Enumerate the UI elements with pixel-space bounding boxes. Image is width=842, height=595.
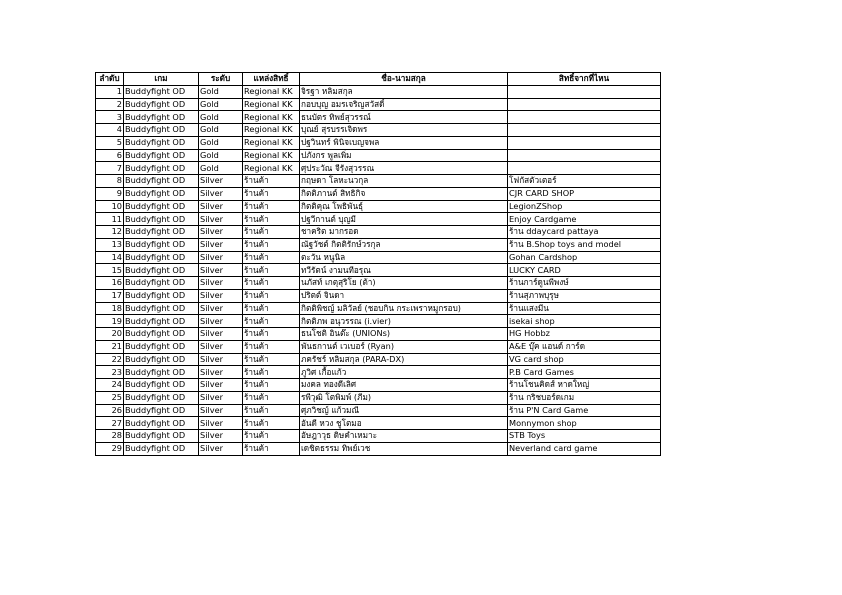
cell-game: Buddyfight OD	[124, 238, 199, 251]
cell-full-name: นภัสท์ เกตุสุริโย (ต้า)	[300, 277, 508, 290]
cell-game: Buddyfight OD	[124, 98, 199, 111]
table-row	[96, 98, 661, 111]
cell-tier: Silver	[199, 417, 243, 430]
table-row	[96, 226, 661, 239]
header-game: เกม	[124, 73, 199, 86]
table-row	[96, 404, 661, 417]
cell-full-name: กิตติพิชญ์ มลิวัลย์ (ชอบกิน กระเพราหมูกรอบ)	[300, 302, 508, 315]
header-tier: ระดับ	[199, 73, 243, 86]
cell-number: 28	[96, 430, 124, 443]
cell-number: 26	[96, 404, 124, 417]
cell-source: ร้านค้า	[243, 417, 300, 430]
cell-qualified-from: ร้าน ddaycard pattaya	[508, 226, 661, 239]
cell-qualified-from: P.B Card Games	[508, 366, 661, 379]
cell-game: Buddyfight OD	[124, 391, 199, 404]
cell-qualified-from: STB Toys	[508, 430, 661, 443]
cell-game: Buddyfight OD	[124, 328, 199, 341]
cell-qualified-from: A&E บุ๊ค แอนด์ การ์ด	[508, 340, 661, 353]
cell-qualified-from: ร้าน P'N Card Game	[508, 404, 661, 417]
table-row	[96, 277, 661, 290]
cell-game: Buddyfight OD	[124, 430, 199, 443]
cell-tier: Gold	[199, 111, 243, 124]
cell-source: ร้านค้า	[243, 175, 300, 188]
cell-number: 25	[96, 391, 124, 404]
table-row	[96, 162, 661, 175]
cell-full-name: กอบบุญ อมรเจริญสวัสดิ์	[300, 98, 508, 111]
cell-number: 19	[96, 315, 124, 328]
cell-full-name: มงคล ทองดีเลิศ	[300, 379, 508, 392]
cell-qualified-from: ร้านแสงมีน	[508, 302, 661, 315]
cell-tier: Gold	[199, 85, 243, 98]
cell-number: 10	[96, 200, 124, 213]
cell-game: Buddyfight OD	[124, 302, 199, 315]
table-row	[96, 136, 661, 149]
cell-qualified-from: ร้าน กริชบอร์ดเกม	[508, 391, 661, 404]
cell-game: Buddyfight OD	[124, 136, 199, 149]
cell-number: 20	[96, 328, 124, 341]
cell-source: ร้านค้า	[243, 379, 300, 392]
cell-qualified-from: Gohan Cardshop	[508, 251, 661, 264]
cell-full-name: อัษฎาวุธ ดิษคำเหมาะ	[300, 430, 508, 443]
cell-source: Regional KK	[243, 149, 300, 162]
cell-full-name: ปฐวีกานต์ บุญมี	[300, 213, 508, 226]
cell-source: Regional KK	[243, 124, 300, 137]
cell-game: Buddyfight OD	[124, 404, 199, 417]
cell-source: Regional KK	[243, 98, 300, 111]
cell-number: 14	[96, 251, 124, 264]
table-row	[96, 149, 661, 162]
table-row	[96, 340, 661, 353]
cell-game: Buddyfight OD	[124, 213, 199, 226]
cell-tier: Gold	[199, 124, 243, 137]
table-body	[96, 85, 661, 455]
cell-number: 17	[96, 289, 124, 302]
cell-full-name: กฤษดา โลหะนวกุล	[300, 175, 508, 188]
cell-source: ร้านค้า	[243, 442, 300, 455]
cell-tier: Silver	[199, 404, 243, 417]
table-row	[96, 430, 661, 443]
cell-game: Buddyfight OD	[124, 162, 199, 175]
cell-tier: Silver	[199, 379, 243, 392]
cell-full-name: กิตติภพ อนุวรรณ (i.vier)	[300, 315, 508, 328]
cell-qualified-from: LegionZShop	[508, 200, 661, 213]
cell-tier: Silver	[199, 391, 243, 404]
cell-game: Buddyfight OD	[124, 442, 199, 455]
cell-tier: Silver	[199, 289, 243, 302]
cell-full-name: ชาคริต มากรอด	[300, 226, 508, 239]
cell-number: 3	[96, 111, 124, 124]
cell-tier: Silver	[199, 213, 243, 226]
cell-tier: Silver	[199, 200, 243, 213]
cell-source: ร้านค้า	[243, 366, 300, 379]
cell-number: 9	[96, 187, 124, 200]
cell-tier: Silver	[199, 302, 243, 315]
cell-tier: Silver	[199, 442, 243, 455]
cell-number: 24	[96, 379, 124, 392]
cell-qualified-from: CJR CARD SHOP	[508, 187, 661, 200]
cell-full-name: ปฐวินทร์ พินิจเบญจพล	[300, 136, 508, 149]
cell-number: 15	[96, 264, 124, 277]
cell-tier: Silver	[199, 353, 243, 366]
cell-qualified-from: isekai shop	[508, 315, 661, 328]
table-row	[96, 391, 661, 404]
cell-number: 7	[96, 162, 124, 175]
cell-qualified-from	[508, 149, 661, 162]
cell-tier: Silver	[199, 277, 243, 290]
cell-tier: Silver	[199, 187, 243, 200]
cell-game: Buddyfight OD	[124, 200, 199, 213]
cell-source: ร้านค้า	[243, 200, 300, 213]
cell-source: ร้านค้า	[243, 340, 300, 353]
table-row	[96, 315, 661, 328]
cell-number: 27	[96, 417, 124, 430]
cell-qualified-from: Monnymon shop	[508, 417, 661, 430]
cell-qualified-from	[508, 111, 661, 124]
cell-game: Buddyfight OD	[124, 379, 199, 392]
cell-number: 12	[96, 226, 124, 239]
cell-qualified-from: LUCKY CARD	[508, 264, 661, 277]
cell-full-name: เดชิตธรรม ทิพย์เวช	[300, 442, 508, 455]
cell-source: ร้านค้า	[243, 238, 300, 251]
cell-qualified-from: ร้านการ์ดูนพีพงษ์	[508, 277, 661, 290]
cell-number: 6	[96, 149, 124, 162]
cell-full-name: ศุภวิชญ์ แก้วมณี	[300, 404, 508, 417]
cell-qualified-from	[508, 124, 661, 137]
cell-tier: Silver	[199, 366, 243, 379]
cell-tier: Gold	[199, 136, 243, 149]
cell-number: 4	[96, 124, 124, 137]
cell-qualified-from: VG card shop	[508, 353, 661, 366]
cell-full-name: ทวีรัตน์ งามนทีอรุณ	[300, 264, 508, 277]
cell-number: 21	[96, 340, 124, 353]
table-row	[96, 328, 661, 341]
cell-number: 16	[96, 277, 124, 290]
cell-game: Buddyfight OD	[124, 85, 199, 98]
cell-qualified-from	[508, 98, 661, 111]
cell-qualified-from: ร้านโชนคิดส์ หาดใหญ่	[508, 379, 661, 392]
table-header-row	[96, 73, 661, 86]
table-row	[96, 187, 661, 200]
table-row	[96, 289, 661, 302]
cell-game: Buddyfight OD	[124, 264, 199, 277]
header-number: ลำดับ	[96, 73, 124, 86]
table-row	[96, 238, 661, 251]
cell-qualified-from	[508, 162, 661, 175]
cell-tier: Gold	[199, 162, 243, 175]
cell-qualified-from	[508, 85, 661, 98]
cell-full-name: บุณย์ สุรบรรเจิดพร	[300, 124, 508, 137]
cell-source: Regional KK	[243, 136, 300, 149]
table-row	[96, 175, 661, 188]
table-row	[96, 302, 661, 315]
cell-game: Buddyfight OD	[124, 277, 199, 290]
cell-tier: Silver	[199, 226, 243, 239]
cell-qualified-from: โฟกัสตัวเตอร์	[508, 175, 661, 188]
cell-number: 13	[96, 238, 124, 251]
cell-tier: Silver	[199, 328, 243, 341]
cell-source: ร้านค้า	[243, 264, 300, 277]
table-row	[96, 379, 661, 392]
cell-source: ร้านค้า	[243, 251, 300, 264]
cell-game: Buddyfight OD	[124, 124, 199, 137]
cell-source: ร้านค้า	[243, 430, 300, 443]
cell-full-name: ศุประวัณ จีรังสุวรรณ	[300, 162, 508, 175]
cell-number: 22	[96, 353, 124, 366]
cell-source: ร้านค้า	[243, 315, 300, 328]
cell-number: 1	[96, 85, 124, 98]
table-row	[96, 111, 661, 124]
cell-full-name: ณัฐวัชต์ กิตติรักษ์วรกุล	[300, 238, 508, 251]
cell-tier: Silver	[199, 238, 243, 251]
participant-table	[95, 72, 661, 456]
table-row	[96, 124, 661, 137]
cell-number: 8	[96, 175, 124, 188]
cell-tier: Silver	[199, 315, 243, 328]
cell-source: ร้านค้า	[243, 289, 300, 302]
cell-full-name: จิรฐา หลิมสกุล	[300, 85, 508, 98]
cell-source: ร้านค้า	[243, 404, 300, 417]
cell-tier: Gold	[199, 149, 243, 162]
cell-source: Regional KK	[243, 162, 300, 175]
table-row	[96, 85, 661, 98]
cell-qualified-from: ร้านสุภาพบุรุษ	[508, 289, 661, 302]
cell-full-name: พันธกานต์ เวเบอร์ (Ryan)	[300, 340, 508, 353]
table-row	[96, 213, 661, 226]
cell-game: Buddyfight OD	[124, 175, 199, 188]
table-row	[96, 417, 661, 430]
cell-source: ร้านค้า	[243, 277, 300, 290]
cell-game: Buddyfight OD	[124, 315, 199, 328]
cell-full-name: กิตติคุณ โพธิพันธุ์	[300, 200, 508, 213]
cell-number: 23	[96, 366, 124, 379]
cell-source: ร้านค้า	[243, 391, 300, 404]
cell-full-name: ปริตต์ จินดา	[300, 289, 508, 302]
table-row	[96, 366, 661, 379]
cell-game: Buddyfight OD	[124, 226, 199, 239]
cell-tier: Silver	[199, 264, 243, 277]
cell-tier: Silver	[199, 430, 243, 443]
cell-full-name: ธนโชติ อินต๊ะ (UNIONs)	[300, 328, 508, 341]
cell-full-name: ภครัชร์ หลิมสกุล (PARA-DX)	[300, 353, 508, 366]
cell-game: Buddyfight OD	[124, 187, 199, 200]
cell-full-name: ภูวิศ เกื้อแก้ว	[300, 366, 508, 379]
cell-source: ร้านค้า	[243, 213, 300, 226]
table-row	[96, 200, 661, 213]
header-qualified-from: สิทธิ์จากที่ไหน	[508, 73, 661, 86]
table-row	[96, 264, 661, 277]
cell-number: 5	[96, 136, 124, 149]
cell-qualified-from: ร้าน B.Shop toys and model	[508, 238, 661, 251]
cell-number: 29	[96, 442, 124, 455]
cell-full-name: ธนบัตร ทิพย์สุวรรณ์	[300, 111, 508, 124]
cell-tier: Silver	[199, 175, 243, 188]
cell-full-name: ตะวัน หนูนิล	[300, 251, 508, 264]
cell-source: ร้านค้า	[243, 328, 300, 341]
cell-number: 18	[96, 302, 124, 315]
cell-tier: Silver	[199, 251, 243, 264]
cell-game: Buddyfight OD	[124, 251, 199, 264]
cell-qualified-from	[508, 136, 661, 149]
cell-game: Buddyfight OD	[124, 417, 199, 430]
header-full-name: ชื่อ-นามสกุล	[300, 73, 508, 86]
cell-game: Buddyfight OD	[124, 149, 199, 162]
cell-tier: Silver	[199, 340, 243, 353]
cell-source: ร้านค้า	[243, 226, 300, 239]
table-row	[96, 442, 661, 455]
cell-source: ร้านค้า	[243, 353, 300, 366]
cell-number: 11	[96, 213, 124, 226]
cell-game: Buddyfight OD	[124, 353, 199, 366]
cell-qualified-from: Enjoy Cardgame	[508, 213, 661, 226]
cell-qualified-from: Neverland card game	[508, 442, 661, 455]
cell-game: Buddyfight OD	[124, 366, 199, 379]
cell-source: ร้านค้า	[243, 187, 300, 200]
cell-full-name: ปภังกร พูลเพิ่ม	[300, 149, 508, 162]
cell-source: ร้านค้า	[243, 302, 300, 315]
table-row	[96, 353, 661, 366]
header-source: แหล่งสิทธิ์	[243, 73, 300, 86]
cell-full-name: อันดี หวง ชูโตมอ	[300, 417, 508, 430]
cell-number: 2	[96, 98, 124, 111]
cell-game: Buddyfight OD	[124, 111, 199, 124]
cell-game: Buddyfight OD	[124, 340, 199, 353]
cell-source: Regional KK	[243, 111, 300, 124]
cell-full-name: รพีวุฒิ โตพิมพ์ (ภีม)	[300, 391, 508, 404]
cell-qualified-from: HG Hobbz	[508, 328, 661, 341]
cell-full-name: กิตติภานต์ สิทธิกิจ	[300, 187, 508, 200]
cell-tier: Gold	[199, 98, 243, 111]
table-row	[96, 251, 661, 264]
cell-source: Regional KK	[243, 85, 300, 98]
cell-game: Buddyfight OD	[124, 289, 199, 302]
